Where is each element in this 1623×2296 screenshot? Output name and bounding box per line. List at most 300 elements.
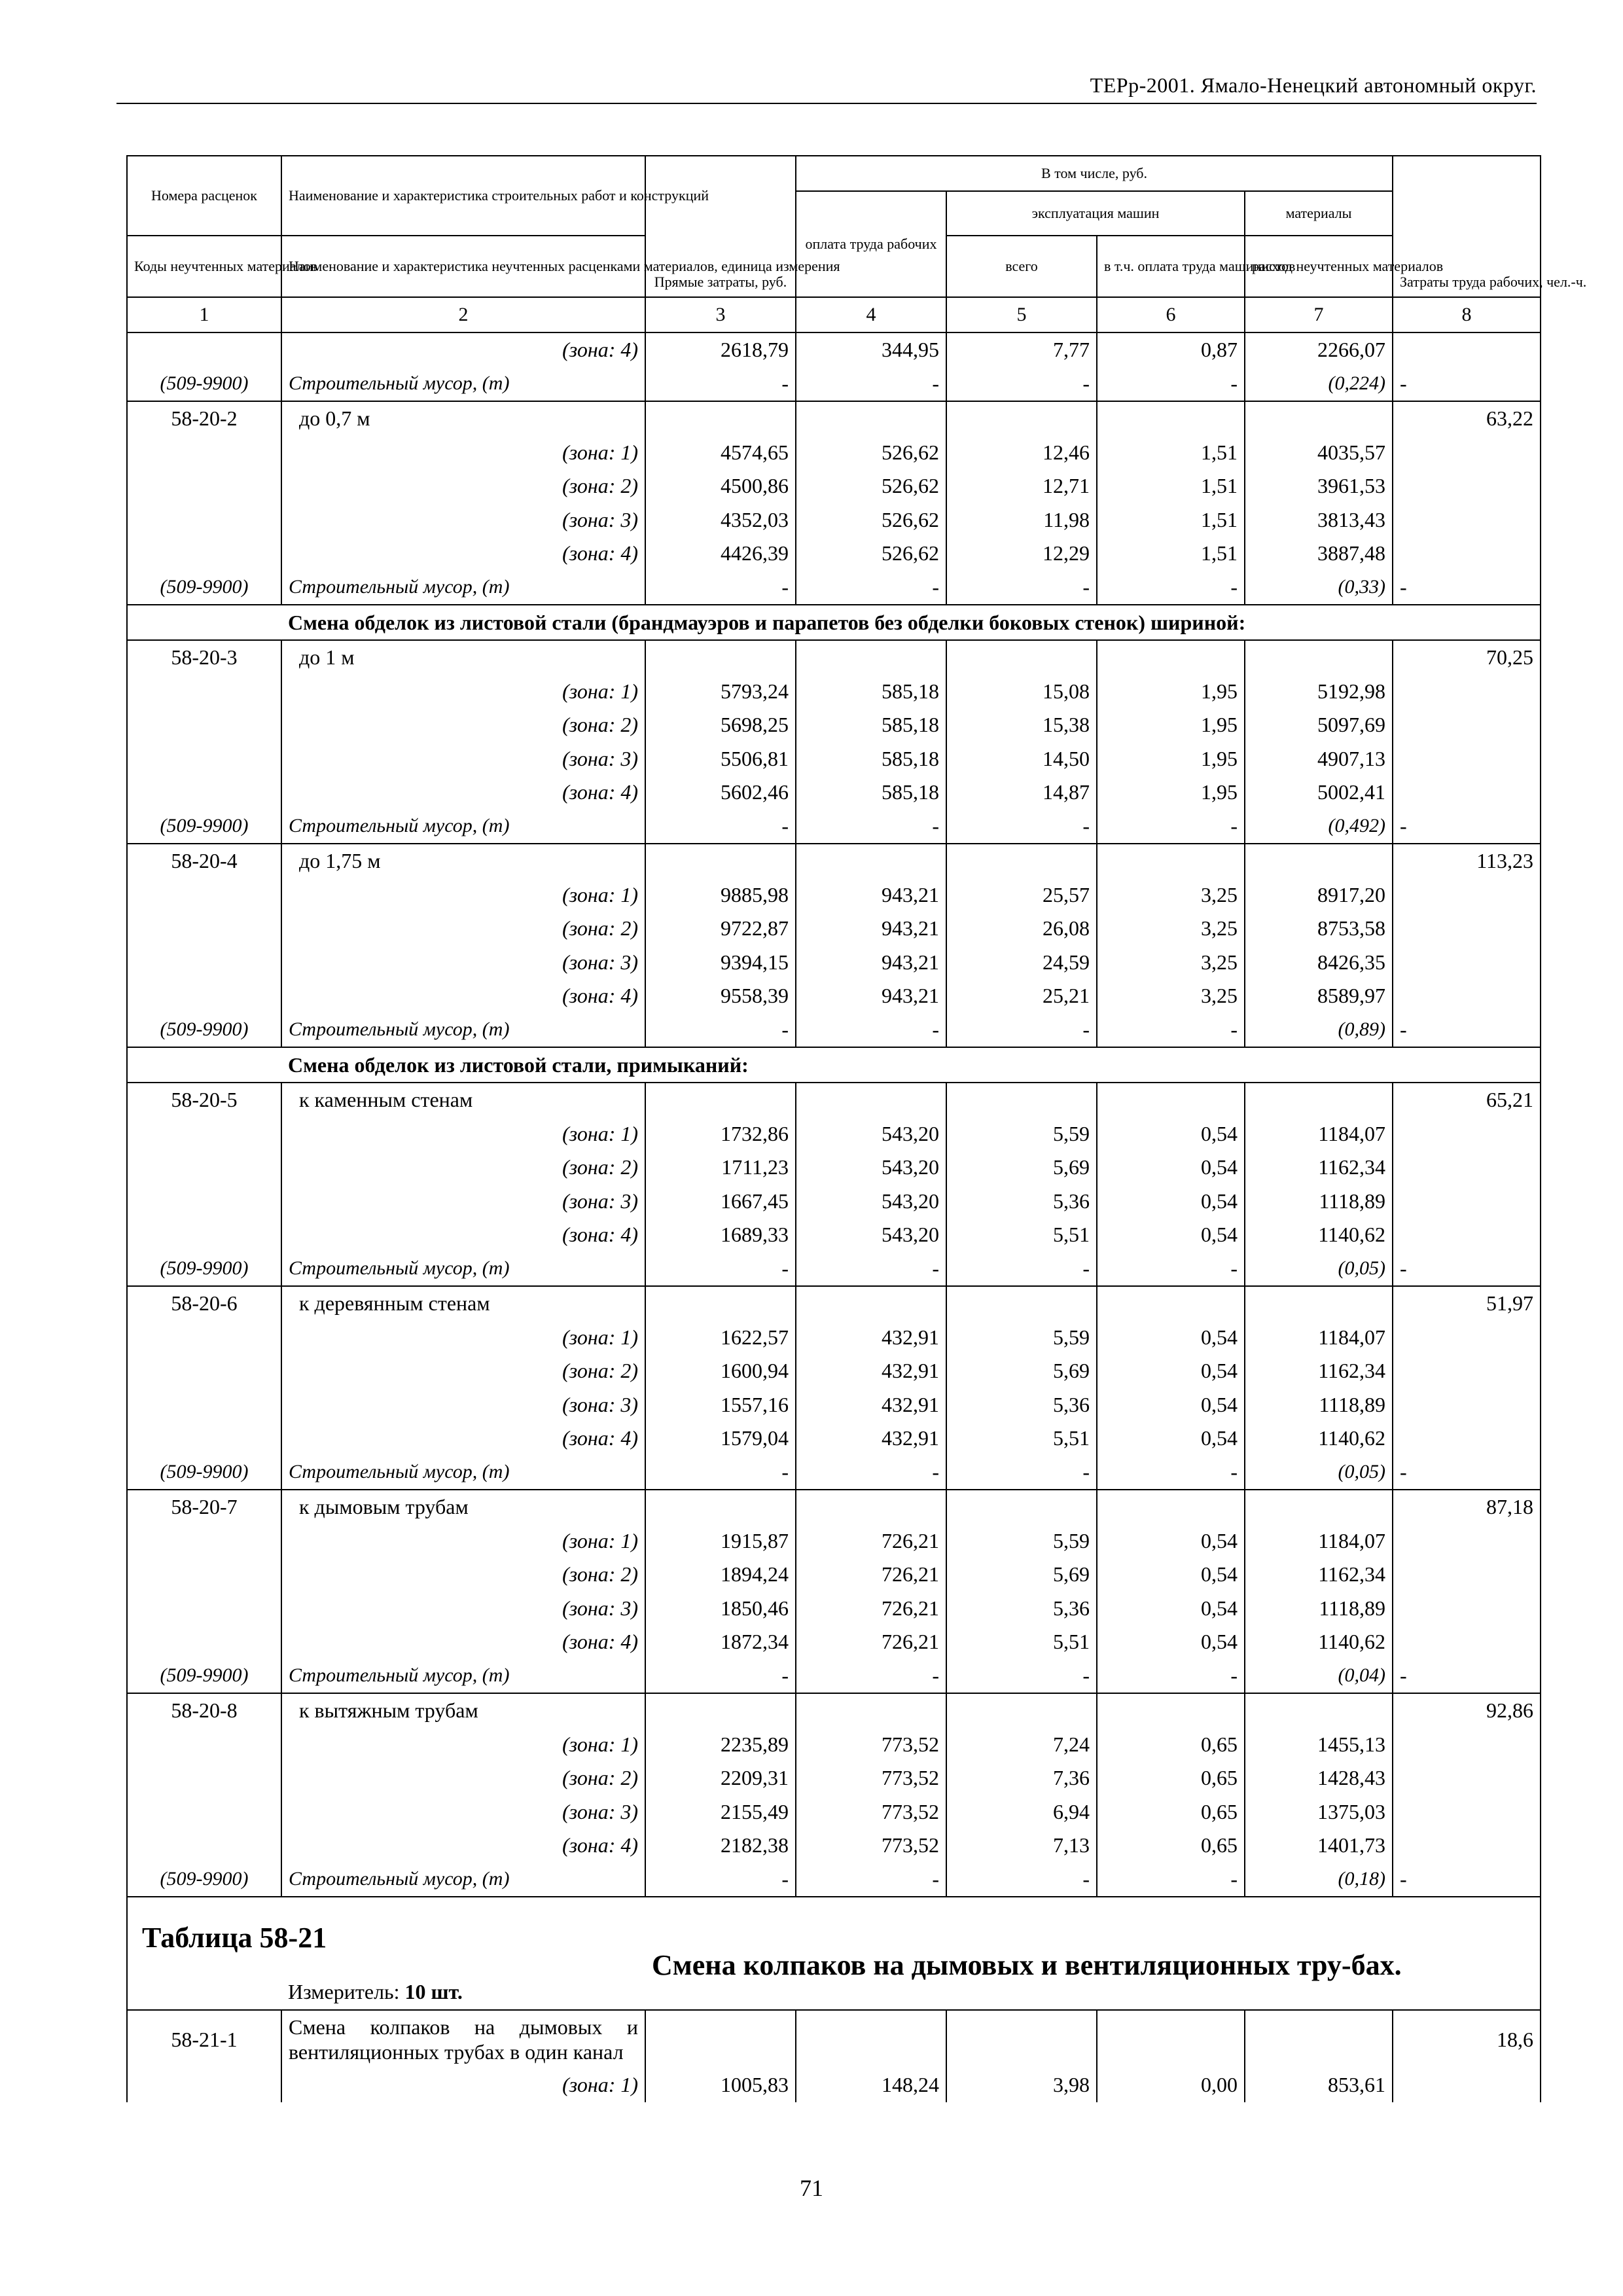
zone-label: (зона: 1) [281,675,645,709]
zone-row [127,1321,1541,1355]
material-row [127,1456,1541,1490]
value-cell: 9558,39 [645,979,796,1013]
value-cell: 0,65 [1097,1761,1245,1795]
measure-label: Измеритель: [288,1980,400,2003]
value-cell: 1162,34 [1245,1354,1393,1388]
value-cell: 8589,97 [1245,979,1393,1013]
zone-label: (зона: 4) [281,1422,645,1456]
value-cell: 1,51 [1097,469,1245,503]
empty-cell [645,844,796,878]
dash-cell: - [946,571,1097,605]
value-cell: 3887,48 [1245,537,1393,571]
empty-cell [645,1083,796,1117]
hdr-labor-pay: оплата труда рабочих [796,191,946,297]
empty-cell [946,2010,1097,2068]
zone-label: (зона: 2) [281,1354,645,1388]
value-cell: 526,62 [796,537,946,571]
value-cell: 1005,83 [645,2068,796,2102]
zone-label: (зона: 4) [281,537,645,571]
empty-cell [946,640,1097,675]
value-cell: 943,21 [796,946,946,980]
empty-cell [127,1321,281,1355]
value-cell: 1667,45 [645,1185,796,1219]
empty-cell [1393,1185,1541,1219]
value-cell: 0,54 [1097,1321,1245,1355]
value-cell: 148,24 [796,2068,946,2102]
col-number: 5 [946,297,1097,332]
empty-cell [796,401,946,436]
value-cell: 5,69 [946,1558,1097,1592]
value-cell: 1711,23 [645,1151,796,1185]
hdr-direct-costs: Прямые затраты, руб. [645,156,796,297]
empty-cell [1393,469,1541,503]
empty-cell [796,640,946,675]
value-cell: 2182,38 [645,1829,796,1863]
empty-cell [1245,1083,1393,1117]
value-cell: 0,54 [1097,1185,1245,1219]
zone-row [127,1728,1541,1762]
empty-cell [1245,2010,1393,2068]
zone-row [127,742,1541,776]
section-title: Смена обделок из листовой стали (брандмауэров и парапетов без обделки боковых стенок) шириной: [281,605,1541,640]
dash-cell: - [1097,1013,1245,1048]
material-row [127,367,1541,402]
value-cell: 5,69 [946,1354,1097,1388]
empty-cell [946,1083,1097,1117]
material-row [127,1252,1541,1287]
empty-cell [1393,708,1541,742]
empty-cell [1393,2068,1541,2102]
value-cell: 0,54 [1097,1592,1245,1626]
zone-label: (зона: 3) [281,742,645,776]
value-cell: 543,20 [796,1151,946,1185]
zone-label: (зона: 1) [281,1321,645,1355]
value-cell: 24,59 [946,946,1097,980]
dash-cell: - [946,1659,1097,1694]
value-cell: 0,65 [1097,1728,1245,1762]
empty-cell [127,912,281,946]
rate-row [127,1286,1541,1321]
empty-cell [645,1693,796,1728]
empty-cell [1393,742,1541,776]
empty-cell [127,1954,281,2010]
empty-cell [1245,844,1393,878]
value-cell: 5,36 [946,1388,1097,1422]
empty-cell [127,503,281,537]
dash-cell: - [1097,1252,1245,1287]
empty-cell [127,332,281,367]
zone-label: (зона: 2) [281,912,645,946]
zone-label: (зона: 3) [281,946,645,980]
table-title: Смена колпаков на дымовых и вентиляционных тру-бах. [645,1897,1541,2010]
value-cell: 12,29 [946,537,1097,571]
value-cell: 8917,20 [1245,878,1393,912]
zone-label: (зона: 1) [281,1728,645,1762]
empty-cell [1393,1761,1541,1795]
empty-cell [127,1117,281,1151]
zone-row [127,1422,1541,1456]
empty-cell [796,2010,946,2068]
empty-cell [1393,979,1541,1013]
zone-row [127,436,1541,470]
hdr-work-name: Наименование и характеристика строительных работ и конструкций [281,156,645,236]
value-cell: 1118,89 [1245,1388,1393,1422]
empty-cell [127,1625,281,1659]
empty-cell [1393,1117,1541,1151]
rate-code: 58-20-8 [127,1693,281,1728]
value-cell: 2155,49 [645,1795,796,1829]
material-quantity: (0,492) [1245,810,1393,844]
value-cell: 543,20 [796,1185,946,1219]
value-cell: 5,51 [946,1422,1097,1456]
zone-row [127,2068,1541,2102]
value-cell: 4574,65 [645,436,796,470]
zone-row [127,1795,1541,1829]
value-cell: 5192,98 [1245,675,1393,709]
zone-row [127,878,1541,912]
value-cell: 3,98 [946,2068,1097,2102]
header-col-numbers [127,297,1541,332]
value-cell: 773,52 [796,1829,946,1863]
material-quantity: (0,05) [1245,1456,1393,1490]
zone-row [127,979,1541,1013]
empty-cell [127,675,281,709]
zone-label: (зона: 1) [281,2068,645,2102]
material-row [127,1863,1541,1897]
value-cell: 943,21 [796,912,946,946]
value-cell: 7,13 [946,1829,1097,1863]
empty-cell [127,1524,281,1558]
material-quantity: (0,89) [1245,1013,1393,1048]
value-cell: 5097,69 [1245,708,1393,742]
material-row [127,571,1541,605]
rate-row [127,1693,1541,1728]
material-code: (509-9900) [127,1456,281,1490]
value-cell: 543,20 [796,1117,946,1151]
empty-cell [1097,640,1245,675]
empty-cell [127,1761,281,1795]
zone-row [127,1185,1541,1219]
value-cell: 0,65 [1097,1829,1245,1863]
zone-row [127,1558,1541,1592]
material-quantity: (0,05) [1245,1252,1393,1287]
empty-cell [127,708,281,742]
value-cell: 3,25 [1097,912,1245,946]
empty-cell [796,844,946,878]
dash-cell: - [796,1456,946,1490]
empty-cell [1393,912,1541,946]
dash-cell: - [645,1013,796,1048]
material-name: Строительный мусор, (т) [281,1659,645,1694]
dash-cell: - [1097,1863,1245,1897]
value-cell: 1140,62 [1245,1218,1393,1252]
value-cell: 2235,89 [645,1728,796,1762]
zone-row [127,1117,1541,1151]
value-cell: 1,51 [1097,537,1245,571]
value-cell: 432,91 [796,1388,946,1422]
empty-cell [127,1218,281,1252]
rate-code: 58-20-4 [127,844,281,878]
labor-cost: 87,18 [1393,1490,1541,1524]
value-cell: 1,95 [1097,708,1245,742]
value-cell: 4352,03 [645,503,796,537]
value-cell: 3,25 [1097,946,1245,980]
value-cell: 5,36 [946,1592,1097,1626]
value-cell: 726,21 [796,1558,946,1592]
empty-cell [127,1795,281,1829]
value-cell: 1915,87 [645,1524,796,1558]
value-cell: 585,18 [796,675,946,709]
empty-cell [127,1185,281,1219]
zone-row [127,946,1541,980]
rate-row [127,640,1541,675]
value-cell: 0,54 [1097,1558,1245,1592]
value-cell: 5602,46 [645,776,796,810]
empty-cell [1393,1218,1541,1252]
empty-cell [1245,1490,1393,1524]
value-cell: 25,57 [946,878,1097,912]
zone-label: (зона: 4) [281,1625,645,1659]
value-cell: 5506,81 [645,742,796,776]
empty-cell [796,1693,946,1728]
rate-row [127,1490,1541,1524]
zone-row [127,1388,1541,1422]
hdr-labor-costs: Затраты труда рабочих, чел.-ч. [1393,156,1541,297]
value-cell: 4907,13 [1245,742,1393,776]
dash-cell: - [796,1013,946,1048]
empty-cell [127,1151,281,1185]
empty-cell [1393,1524,1541,1558]
value-cell: 3,25 [1097,979,1245,1013]
value-cell: 1162,34 [1245,1558,1393,1592]
empty-cell [1393,1151,1541,1185]
zone-label: (зона: 2) [281,1761,645,1795]
hdr-machines: эксплуатация машин [946,191,1245,236]
dash-cell: - [645,810,796,844]
value-cell: 0,54 [1097,1625,1245,1659]
zone-row [127,332,1541,367]
value-cell: 1184,07 [1245,1117,1393,1151]
value-cell: 4426,39 [645,537,796,571]
material-quantity: (0,18) [1245,1863,1393,1897]
measure-value: 10 шт. [404,1980,463,2003]
empty-cell [1393,675,1541,709]
zone-label: (зона: 4) [281,1829,645,1863]
hdr-material-codes: Коды неучтенных материалов [127,236,281,297]
zone-row [127,1354,1541,1388]
empty-cell [645,2010,796,2068]
rate-name: до 1,75 м [281,844,645,878]
empty-cell [127,1558,281,1592]
dash-cell: - [796,1659,946,1694]
empty-cell [1393,537,1541,571]
value-cell: 526,62 [796,503,946,537]
zone-row [127,469,1541,503]
value-cell: 773,52 [796,1728,946,1762]
value-cell: 9885,98 [645,878,796,912]
value-cell: 26,08 [946,912,1097,946]
value-cell: 0,54 [1097,1354,1245,1388]
empty-cell [1097,1693,1245,1728]
material-code: (509-9900) [127,367,281,402]
value-cell: 14,50 [946,742,1097,776]
value-cell: 0,54 [1097,1117,1245,1151]
empty-cell [127,1354,281,1388]
rate-code: 58-20-3 [127,640,281,675]
empty-cell [127,1047,281,1083]
measure-space [400,1980,405,2003]
value-cell: 5002,41 [1245,776,1393,810]
labor-cost: 92,86 [1393,1693,1541,1728]
empty-cell [1393,1558,1541,1592]
value-cell: 0,87 [1097,332,1245,367]
value-cell: 1,95 [1097,675,1245,709]
value-cell: 5,51 [946,1625,1097,1659]
measure [281,1954,645,2010]
value-cell: 7,24 [946,1728,1097,1762]
material-code: (509-9900) [127,1863,281,1897]
rate-name: до 0,7 м [281,401,645,436]
zone-label: (зона: 2) [281,708,645,742]
rate-name: до 1 м [281,640,645,675]
value-cell: 1,95 [1097,776,1245,810]
value-cell: 2266,07 [1245,332,1393,367]
value-cell: 9394,15 [645,946,796,980]
empty-cell [1393,1354,1541,1388]
empty-cell [946,1693,1097,1728]
dash-cell: - [796,367,946,402]
zone-label: (зона: 3) [281,1185,645,1219]
value-cell: 1732,86 [645,1117,796,1151]
material-name: Строительный мусор, (т) [281,1456,645,1490]
value-cell: 543,20 [796,1218,946,1252]
empty-cell [1393,946,1541,980]
empty-cell [1393,1422,1541,1456]
value-cell: 1,51 [1097,503,1245,537]
labor-cost: 70,25 [1393,640,1541,675]
value-cell: 3813,43 [1245,503,1393,537]
value-cell: 5,36 [946,1185,1097,1219]
material-quantity: (0,04) [1245,1659,1393,1694]
rate-code: 58-20-7 [127,1490,281,1524]
value-cell: 5,59 [946,1117,1097,1151]
dash-cell: - [1097,571,1245,605]
value-cell: 0,65 [1097,1795,1245,1829]
value-cell: 1557,16 [645,1388,796,1422]
dash-cell: - [1393,1863,1541,1897]
value-cell: 12,46 [946,436,1097,470]
value-cell: 6,94 [946,1795,1097,1829]
empty-cell [1393,1795,1541,1829]
rate-name: к дымовым трубам [281,1490,645,1524]
value-cell: 1872,34 [645,1625,796,1659]
value-cell: 943,21 [796,878,946,912]
zone-row [127,1592,1541,1626]
col-number: 2 [281,297,645,332]
value-cell: 585,18 [796,742,946,776]
zone-label: (зона: 4) [281,776,645,810]
dash-cell: - [796,1252,946,1287]
col-number: 8 [1393,297,1541,332]
value-cell: 1140,62 [1245,1625,1393,1659]
empty-cell [127,2068,281,2102]
value-cell: 0,54 [1097,1524,1245,1558]
value-cell: 432,91 [796,1321,946,1355]
empty-cell [796,1083,946,1117]
value-cell: 943,21 [796,979,946,1013]
zone-row [127,537,1541,571]
page-number: 71 [800,2175,823,2201]
empty-cell [946,1286,1097,1321]
material-row [127,810,1541,844]
empty-cell [1245,1693,1393,1728]
empty-cell [1393,1321,1541,1355]
value-cell: 726,21 [796,1625,946,1659]
empty-cell [127,537,281,571]
dash-cell: - [1393,1456,1541,1490]
zone-label: (зона: 3) [281,503,645,537]
value-cell: 5698,25 [645,708,796,742]
zone-label: (зона: 2) [281,469,645,503]
rate-row [127,1083,1541,1117]
value-cell: 0,00 [1097,2068,1245,2102]
value-cell: 585,18 [796,708,946,742]
value-cell: 853,61 [1245,2068,1393,2102]
rate-name: к деревянным стенам [281,1286,645,1321]
value-cell: 773,52 [796,1761,946,1795]
col-number: 1 [127,297,281,332]
hdr-rate-numbers: Номера расценок [127,156,281,236]
value-cell: 15,38 [946,708,1097,742]
empty-cell [946,844,1097,878]
empty-cell [1097,1083,1245,1117]
zone-label: (зона: 4) [281,979,645,1013]
empty-cell [1393,436,1541,470]
col-number: 6 [1097,297,1245,332]
dash-cell: - [1393,367,1541,402]
dash-cell: - [946,367,1097,402]
hdr-material-name: Наименование и характеристика неучтенных расценками материалов, единица измерения [281,236,645,297]
hdr-materials: материалы [1245,191,1393,236]
dash-cell: - [946,1863,1097,1897]
zone-label: (зона: 4) [281,332,645,367]
empty-cell [127,742,281,776]
rate-code: 58-21-1 [127,2010,281,2068]
empty-cell [1245,640,1393,675]
empty-cell [127,1422,281,1456]
empty-cell [127,776,281,810]
labor-cost: 51,97 [1393,1286,1541,1321]
value-cell: 5,69 [946,1151,1097,1185]
material-name: Строительный мусор, (т) [281,1252,645,1287]
material-code: (509-9900) [127,1252,281,1287]
value-cell: 5793,24 [645,675,796,709]
value-cell: 1894,24 [645,1558,796,1592]
zone-row [127,1625,1541,1659]
rate-code: 58-20-5 [127,1083,281,1117]
empty-cell [1097,1286,1245,1321]
labor-cost: 113,23 [1393,844,1541,878]
zone-row [127,1218,1541,1252]
dash-cell: - [1393,810,1541,844]
value-cell: 344,95 [796,332,946,367]
empty-cell [127,436,281,470]
material-name: Строительный мусор, (т) [281,571,645,605]
dash-cell: - [1393,1659,1541,1694]
value-cell: 4500,86 [645,469,796,503]
empty-cell [127,1592,281,1626]
value-cell: 1600,94 [645,1354,796,1388]
